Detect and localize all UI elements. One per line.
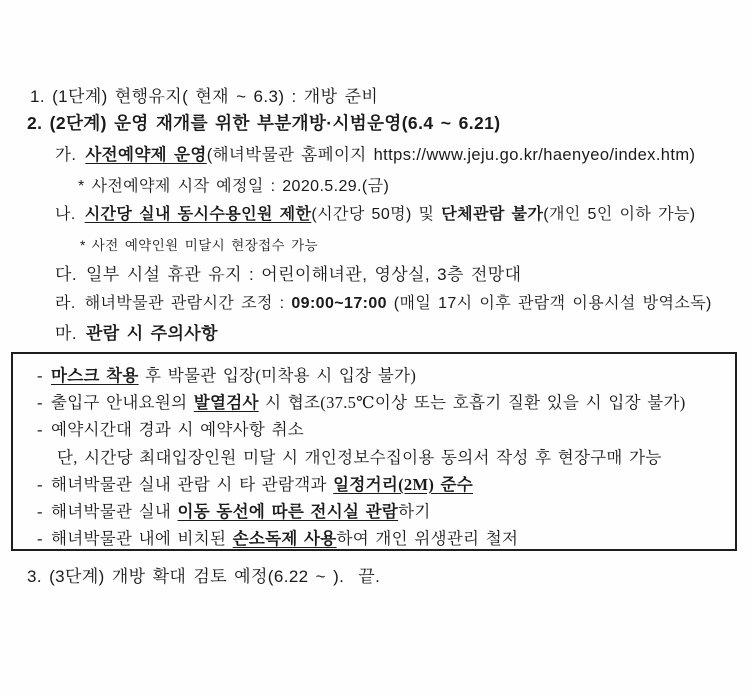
item-ra-hours (55, 290, 712, 313)
item-da-closed-facilities (55, 260, 521, 285)
item-ra-time: 09:00~17:00 (291, 295, 387, 312)
notice-item-emphasis: 발열검사 (193, 393, 259, 413)
notice-item-pre: 해녀박물관 실내 관람 시 타 관람객과 (51, 474, 334, 494)
notice-item-temperature-check (13, 389, 735, 416)
notice-item-emphasis: 이동 동선에 따른 전시실 관람 (177, 501, 399, 521)
notice-item-emphasis: 손소독제 사용 (232, 529, 337, 549)
notice-item-emphasis: 일정거리(2M) 준수 (333, 474, 474, 494)
notice-item-distance (13, 471, 735, 498)
dash-bullet: - (37, 393, 43, 413)
notice-item-pre: 해녀박물관 실내 (51, 501, 178, 521)
notice-item-rest: 시 협조(37.5℃이상 또는 호흡기 질환 있을 시 입장 불가) (258, 393, 686, 413)
item-na-note: * 사전 예약인원 미달시 현장접수 가능 (80, 238, 319, 253)
item-na-rest: (개인 5인 이하 가능) (543, 206, 696, 223)
dash-bullet: - (37, 529, 43, 549)
item-ma-title: 관람 시 주의사항 (85, 324, 218, 343)
item-ra-pre: 해녀박물관 관람시간 조정 : (84, 295, 292, 312)
item-ra-rest: (매일 17시 이후 관람객 이용시설 방역소독) (386, 295, 712, 312)
notice-item-emphasis: 마스크 착용 (51, 366, 139, 385)
item-na-mid: (시간당 50명) 및 (311, 206, 442, 223)
notice-item-pre: 해녀박물관 내에 비치된 (51, 529, 233, 549)
item-ga-note: * 사전예약제 시작 예정일 : 2020.5.29.(금) (78, 178, 390, 195)
notice-item-sanitizer (13, 525, 735, 552)
dash-bullet: - (37, 366, 43, 385)
item-ga-marker: 가. (55, 146, 77, 164)
item-ga-emphasis: 사전예약제 운영 (85, 146, 207, 164)
item-na-marker: 나. (55, 206, 76, 223)
item-ma-precautions (55, 319, 218, 344)
notice-item-pre: 단, 시간당 최대입장인원 미달 시 개인정보수집이용 동의서 작성 후 현장구매 가능 (57, 447, 662, 467)
end-mark: 끝. (358, 567, 381, 586)
notice-item-mask (13, 362, 735, 389)
notice-item-pre: 출입구 안내요원의 (51, 393, 194, 413)
notice-item-reservation-cancel (13, 416, 735, 443)
dash-bullet: - (37, 420, 43, 440)
step2-line: 2. (2단계) 운영 재개를 위한 부분개방·시범운영(6.4 ~ 6.21) (27, 113, 501, 133)
notice-item-route (13, 498, 735, 525)
item-na-capacity (55, 201, 696, 224)
item-na-emphasis2: 단체관람 불가 (441, 206, 544, 223)
notice-item-rest: 후 박물관 입장(미착용 시 입장 불가) (138, 366, 417, 385)
item-ga-rest: (해녀박물관 홈페이지 https://www.jeju.go.kr/haenyeo/index.htm) (206, 146, 696, 164)
item-ma-marker: 마. (55, 324, 77, 343)
step3-text: 3. (3단계) 개방 확대 검토 예정(6.22 ~ ). (27, 567, 345, 586)
item-da-marker: 다. (55, 265, 77, 284)
dash-bullet: - (37, 501, 43, 521)
item-ra-marker: 라. (55, 295, 76, 312)
item-da-text: 일부 시설 휴관 유지 : 어린이해녀관, 영상실, 3층 전망대 (85, 265, 522, 284)
precaution-notice-box (11, 352, 737, 551)
notice-item-rest: 하기 (398, 501, 431, 521)
notice-item-onsite-purchase (13, 444, 735, 471)
step3-line (27, 562, 380, 587)
notice-item-rest: 하여 개인 위생관리 철저 (336, 529, 519, 549)
notice-item-pre: 예약시간대 경과 시 예약사항 취소 (51, 420, 305, 440)
item-na-emphasis1: 시간당 실내 동시수용인원 제한 (84, 206, 312, 223)
dash-bullet: - (37, 474, 43, 494)
step1-line: 1. (1단계) 현행유지( 현재 ~ 6.3) : 개방 준비 (30, 87, 379, 106)
item-ga-reservation (55, 141, 695, 165)
